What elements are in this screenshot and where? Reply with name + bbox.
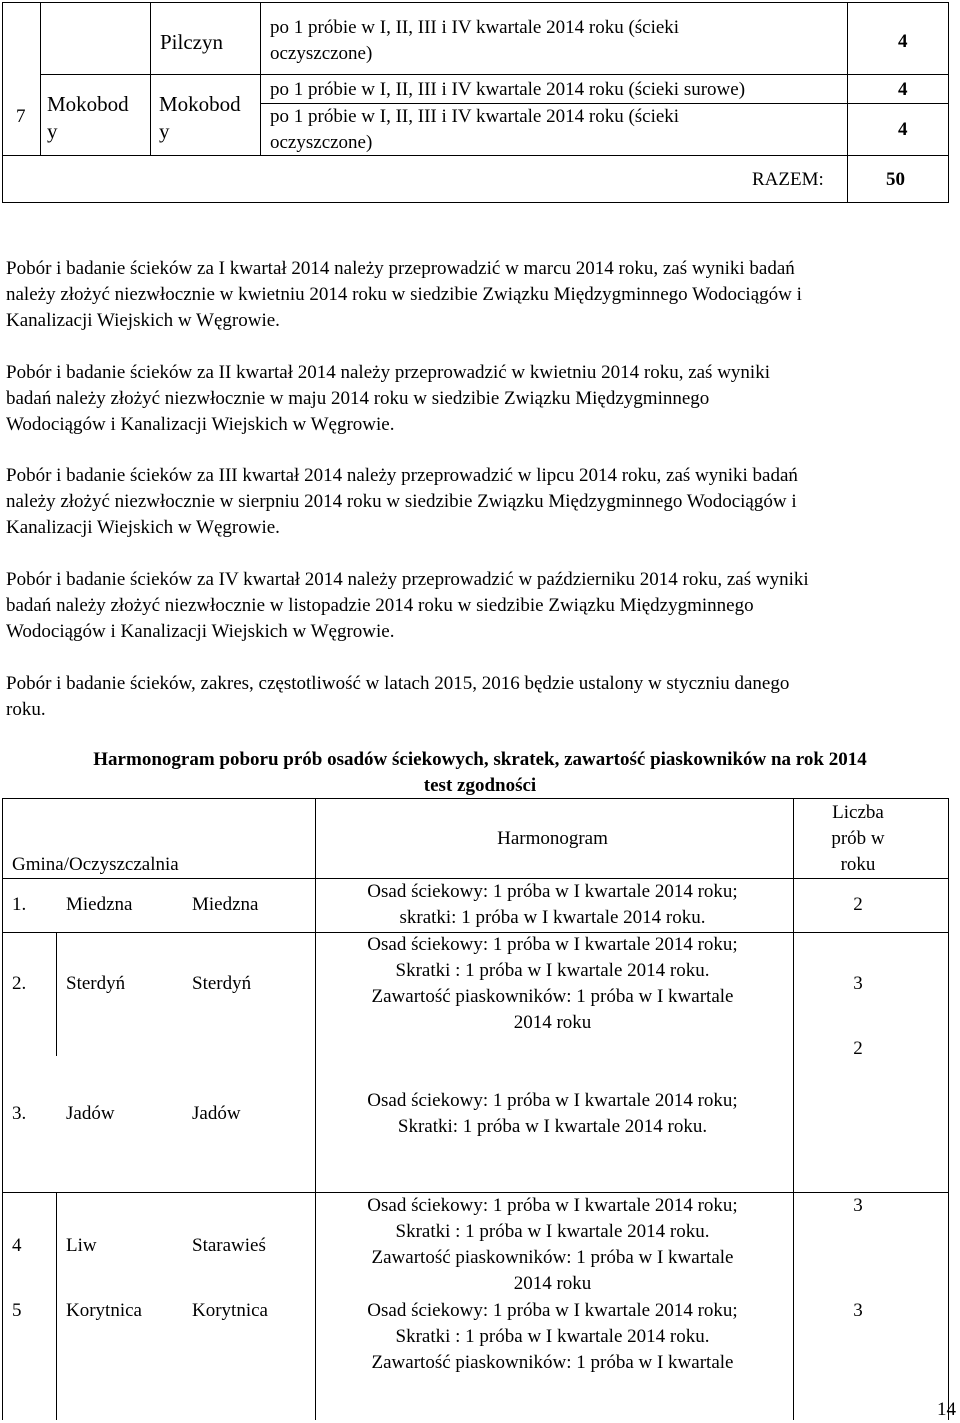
sample-count: 4: [898, 119, 908, 140]
paragraph-q4: [6, 567, 946, 645]
header-count-line: roku: [840, 854, 876, 875]
table-divider: [150, 2, 151, 155]
paragraph-q1: [6, 256, 946, 334]
table-divider: [2, 155, 949, 156]
gmina-name: Miedzna: [66, 894, 133, 915]
treatment-plant-name: Miedzna: [192, 894, 259, 915]
total-value: 50: [886, 169, 905, 190]
schedule-text: po 1 próbie w I, II, III i IV kwartale 2014 roku (ścieki surowe): [270, 79, 746, 100]
sample-count: 2: [853, 1038, 863, 1059]
schedule-line: Zawartość piaskowników: 1 próba w I kwartale: [371, 1247, 734, 1268]
table-border: [2, 798, 3, 1420]
sample-count: 3: [853, 973, 863, 994]
header-gmina: Gmina/Oczyszczalnia: [12, 854, 179, 875]
schedule-line: Skratki : 1 próba w I kwartale 2014 roku.: [395, 1326, 710, 1347]
treatment-plant-name: Korytnica: [192, 1300, 268, 1321]
paragraph-line: badań należy złożyć niezwłocznie w listopadzie 2014 roku w siedzibie Związku Międzygminnego: [6, 595, 754, 616]
sample-count: 3: [853, 1195, 863, 1216]
total-label: RAZEM:: [752, 169, 824, 190]
gmina-name: Liw: [66, 1235, 97, 1256]
treatment-plant-name: Jadów: [192, 1103, 241, 1124]
header-count-line: Liczba: [832, 802, 884, 823]
schedule-line: Zawartość piaskowników: 1 próba w I kwartale: [371, 1352, 734, 1373]
paragraph-line: Pobór i badanie ścieków za I kwartał 2014 należy przeprowadzić w marcu 2014 roku, zaś wyniki badań: [6, 258, 795, 279]
schedule-cell: [315, 932, 790, 1036]
page-number: 14: [937, 1399, 956, 1420]
row-number: 4: [12, 1235, 22, 1256]
paragraph-line: badań należy złożyć niezwłocznie w maju 2014 roku w siedzibie Związku Międzygminnego: [6, 388, 710, 409]
gmina-name: Sterdyń: [66, 973, 126, 994]
paragraph-q3: [6, 463, 946, 541]
schedule-cell: [315, 1088, 790, 1140]
treatment-plant-name: Starawieś: [192, 1235, 266, 1256]
heading-line: test zgodności: [423, 775, 537, 796]
schedule-line: 2014 roku: [513, 1273, 592, 1294]
table-border: [2, 798, 949, 799]
paragraph-line: Kanalizacji Wiejskich w Węgrowie.: [6, 310, 280, 331]
table-border: [2, 2, 3, 203]
gmina-name-cont: y: [47, 119, 58, 143]
schedule-line: Osad ściekowy: 1 próba w I kwartale 2014 roku;: [367, 881, 738, 902]
header-count-line: prób w: [831, 828, 885, 849]
schedule-line: Osad ściekowy: 1 próba w I kwartale 2014 roku;: [367, 1300, 738, 1321]
paragraph-line: należy złożyć niezwłocznie w sierpniu 2014 roku w siedzibie Związku Międzygminnego Wodociągów i: [6, 491, 797, 512]
schedule-heading: [0, 747, 960, 799]
top-table: [2, 2, 949, 203]
paragraph-line: należy złożyć niezwłocznie w kwietniu 2014 roku w siedzibie Związku Międzygminnego Wodociągów i: [6, 284, 802, 305]
schedule-text-cont: oczyszczone): [270, 132, 373, 153]
schedule-line: Osad ściekowy: 1 próba w I kwartale 2014 roku;: [367, 934, 738, 955]
header-harmonogram: Harmonogram: [497, 828, 608, 849]
schedule-line: skratki: 1 próba w I kwartale 2014 roku.: [399, 907, 706, 928]
row-number: 5: [12, 1300, 22, 1321]
table-border: [948, 798, 949, 1420]
schedule-line: Zawartość piaskowników: 1 próba w I kwartale: [371, 986, 734, 1007]
schedule-line: Skratki: 1 próba w I kwartale 2014 roku.: [397, 1116, 708, 1137]
schedule-text: po 1 próbie w I, II, III i IV kwartale 2014 roku (ścieki: [270, 106, 680, 127]
row-number: 3.: [12, 1103, 27, 1124]
header-count: [808, 800, 908, 878]
table-border: [2, 2, 949, 3]
table-divider: [260, 2, 261, 155]
paragraph-q2: [6, 360, 946, 438]
paragraph-line: Pobór i badanie ścieków za II kwartał 2014 należy przeprowadzić w kwietniu 2014 roku, zaś wyniki: [6, 362, 770, 383]
schedule-cell: [315, 1193, 790, 1297]
table-border: [2, 202, 949, 203]
schedule-line: Osad ściekowy: 1 próba w I kwartale 2014 roku;: [367, 1090, 738, 1111]
heading-line: Harmonogram poboru prób osadów ściekowych, skratek, zawartość piaskowników na rok 2014: [93, 749, 867, 770]
table-divider: [40, 2, 41, 155]
table-divider: [56, 1192, 57, 1420]
paragraph-line: Pobór i badanie ścieków za IV kwartał 2014 należy przeprowadzić w październiku 2014 roku, zaś wyniki: [6, 569, 809, 590]
schedule-line: Skratki : 1 próba w I kwartale 2014 roku.: [395, 960, 710, 981]
table-divider: [793, 798, 794, 1420]
schedule-line: Skratki : 1 próba w I kwartale 2014 roku.: [395, 1221, 710, 1242]
sample-count: 4: [898, 79, 908, 100]
schedule-line: 2014 roku: [513, 1012, 592, 1033]
sample-count: 3: [853, 1300, 863, 1321]
gmina-name: Mokobod: [47, 92, 129, 116]
schedule-cell: [315, 879, 790, 931]
treatment-plant-name: Sterdyń: [192, 973, 252, 994]
treatment-plant-name: Mokobod: [159, 92, 241, 116]
sample-count: 4: [898, 31, 908, 52]
paragraph-line: Wodociągów i Kanalizacji Wiejskich w Węgrowie.: [6, 621, 395, 642]
table-divider: [56, 932, 57, 1056]
treatment-plant-name-cont: y: [159, 119, 170, 143]
table-divider: [40, 74, 949, 75]
gmina-name: Korytnica: [66, 1300, 142, 1321]
paragraph-line: Wodociągów i Kanalizacji Wiejskich w Węgrowie.: [6, 414, 395, 435]
paragraph-future-years: [6, 671, 946, 723]
schedule-text-cont: oczyszczone): [270, 43, 373, 64]
row-number: 7: [16, 106, 26, 127]
gmina-name: Jadów: [66, 1103, 115, 1124]
schedule-text: po 1 próbie w I, II, III i IV kwartale 2014 roku (ścieki: [270, 17, 680, 38]
schedule-line: Osad ściekowy: 1 próba w I kwartale 2014 roku;: [367, 1195, 738, 1216]
paragraph-line: Pobór i badanie ścieków, zakres, częstotliwość w latach 2015, 2016 będzie ustalony w styczniu danego: [6, 673, 790, 694]
row-number: 2.: [12, 973, 27, 994]
paragraph-line: Kanalizacji Wiejskich w Węgrowie.: [6, 517, 280, 538]
row-number: 1.: [12, 894, 27, 915]
gmina-name: Pilczyn: [160, 30, 223, 54]
paragraph-line: roku.: [6, 699, 46, 720]
sample-count: 2: [853, 894, 863, 915]
paragraph-line: Pobór i badanie ścieków za III kwartał 2014 należy przeprowadzić w lipcu 2014 roku, zaś wyniki badań: [6, 465, 798, 486]
schedule-cell: [315, 1298, 790, 1376]
